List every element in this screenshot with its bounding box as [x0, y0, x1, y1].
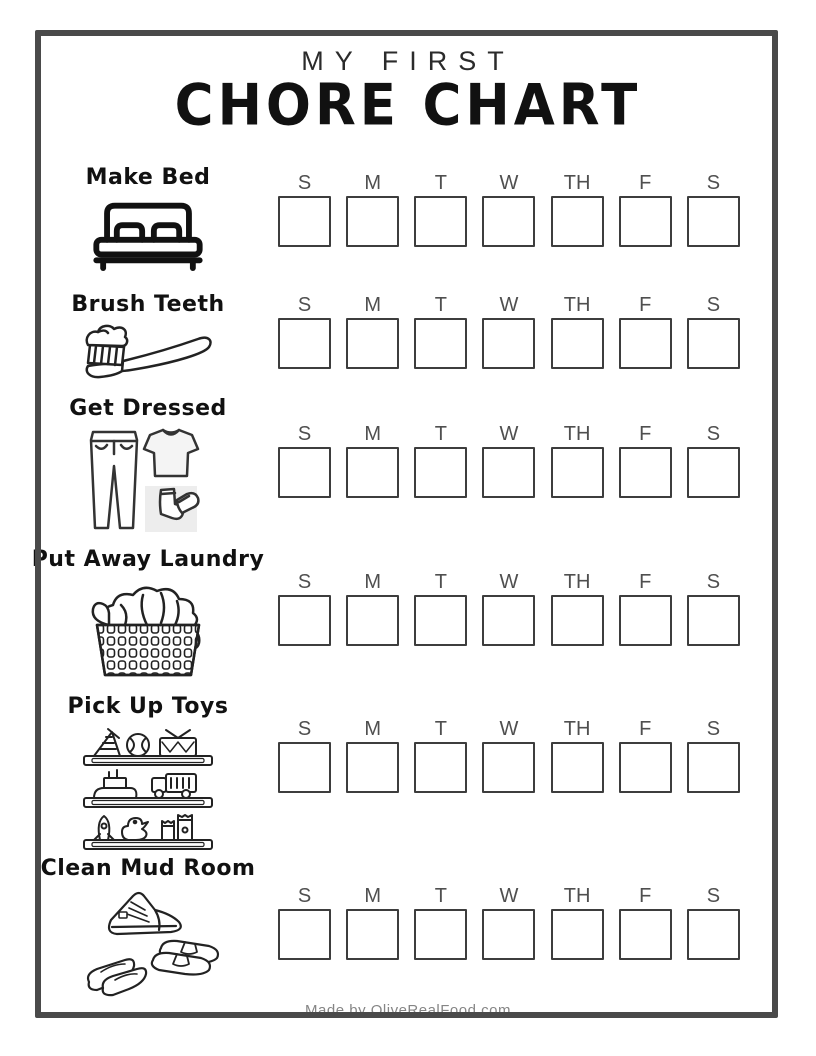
day-checkbox[interactable] [482, 447, 535, 498]
day-checkbox[interactable] [482, 196, 535, 247]
day-label: W [499, 885, 519, 907]
day-cell [687, 719, 740, 793]
day-label: T [434, 718, 447, 740]
day-checkbox[interactable] [414, 742, 467, 793]
day-label: S [706, 423, 721, 445]
bed-icon [28, 193, 268, 271]
day-cell [687, 572, 740, 646]
day-checkbox[interactable] [687, 742, 740, 793]
day-label: M [364, 718, 381, 740]
day-label: S [297, 718, 312, 740]
day-cell [551, 719, 604, 793]
day-label: M [364, 885, 381, 907]
day-cell [482, 572, 535, 646]
toy-shelves-icon [28, 722, 268, 852]
day-checkbox[interactable] [414, 595, 467, 646]
day-checkbox[interactable] [414, 196, 467, 247]
day-cell [687, 886, 740, 960]
day-label: S [297, 172, 312, 194]
day-checkbox[interactable] [551, 447, 604, 498]
footer-credit: Made by OliveRealFood.com [305, 1002, 511, 1019]
day-checkbox[interactable] [687, 196, 740, 247]
day-label: W [499, 294, 519, 316]
chore-label: Brush Teeth [71, 292, 225, 317]
day-label: S [706, 718, 721, 740]
day-checkbox[interactable] [482, 909, 535, 960]
day-label: F [639, 294, 652, 316]
day-cell [619, 886, 672, 960]
day-label: T [434, 294, 447, 316]
title-main: CHORE CHART [174, 72, 642, 139]
day-cell [551, 173, 604, 247]
chore-put-away-laundry [28, 547, 268, 679]
day-cell [687, 424, 740, 498]
day-checkbox[interactable] [482, 595, 535, 646]
day-label: T [434, 571, 447, 593]
day-checkbox[interactable] [619, 196, 672, 247]
day-label: TH [563, 172, 591, 194]
day-cell [687, 295, 740, 369]
day-cell [482, 173, 535, 247]
day-label: W [499, 718, 519, 740]
week-tracker [278, 719, 740, 793]
day-checkbox[interactable] [414, 318, 467, 369]
day-cell [482, 424, 535, 498]
day-cell [346, 295, 399, 369]
day-cell [482, 719, 535, 793]
day-label: M [364, 571, 381, 593]
day-label: F [639, 423, 652, 445]
day-checkbox[interactable] [346, 447, 399, 498]
day-cell [414, 572, 467, 646]
day-checkbox[interactable] [414, 909, 467, 960]
day-checkbox[interactable] [687, 447, 740, 498]
day-checkbox[interactable] [687, 595, 740, 646]
day-checkbox[interactable] [687, 318, 740, 369]
day-checkbox[interactable] [346, 742, 399, 793]
day-checkbox[interactable] [482, 742, 535, 793]
day-checkbox[interactable] [551, 909, 604, 960]
chore-pick-up-toys [28, 694, 268, 852]
day-checkbox[interactable] [346, 196, 399, 247]
day-cell [346, 424, 399, 498]
day-cell [278, 173, 331, 247]
day-label: M [364, 294, 381, 316]
day-label: M [364, 172, 381, 194]
day-cell [414, 295, 467, 369]
day-checkbox[interactable] [619, 742, 672, 793]
day-label: W [499, 571, 519, 593]
week-tracker [278, 173, 740, 247]
day-cell [278, 572, 331, 646]
day-cell [278, 886, 331, 960]
day-cell [551, 424, 604, 498]
day-checkbox[interactable] [551, 742, 604, 793]
chore-label: Get Dressed [69, 396, 227, 421]
day-checkbox[interactable] [414, 447, 467, 498]
day-checkbox[interactable] [482, 318, 535, 369]
day-checkbox[interactable] [551, 196, 604, 247]
day-label: T [434, 885, 447, 907]
toothbrush-icon [28, 320, 268, 382]
day-cell [551, 886, 604, 960]
day-label: F [639, 571, 652, 593]
day-label: W [499, 172, 519, 194]
clothes-icon [28, 424, 268, 534]
chore-label: Put Away Laundry [31, 547, 265, 572]
day-cell [551, 295, 604, 369]
day-cell [414, 173, 467, 247]
day-cell [551, 572, 604, 646]
day-cell [414, 424, 467, 498]
chore-make-bed [28, 165, 268, 271]
day-checkbox[interactable] [278, 318, 331, 369]
day-label: S [706, 172, 721, 194]
chore-get-dressed [28, 396, 268, 534]
day-checkbox[interactable] [619, 595, 672, 646]
day-label: F [639, 172, 652, 194]
day-checkbox[interactable] [619, 909, 672, 960]
day-cell [346, 173, 399, 247]
day-label: S [297, 423, 312, 445]
day-label: S [297, 571, 312, 593]
day-cell [482, 886, 535, 960]
day-label: TH [563, 885, 591, 907]
week-tracker [278, 295, 740, 369]
chore-label: Pick Up Toys [67, 694, 229, 719]
day-checkbox[interactable] [278, 595, 331, 646]
laundry-basket-icon [28, 575, 268, 679]
day-cell [619, 572, 672, 646]
day-cell [687, 173, 740, 247]
day-label: S [297, 885, 312, 907]
day-checkbox[interactable] [619, 447, 672, 498]
day-label: S [706, 571, 721, 593]
day-cell [414, 719, 467, 793]
day-cell [346, 719, 399, 793]
day-cell [278, 295, 331, 369]
title-subtitle: MY FIRST [301, 46, 515, 76]
day-label: T [434, 423, 447, 445]
day-label: F [639, 885, 652, 907]
week-tracker [278, 886, 740, 960]
day-label: F [639, 718, 652, 740]
day-checkbox[interactable] [278, 447, 331, 498]
chore-brush-teeth [28, 292, 268, 382]
week-tracker [278, 424, 740, 498]
day-checkbox[interactable] [551, 595, 604, 646]
day-checkbox[interactable] [687, 909, 740, 960]
day-label: S [706, 294, 721, 316]
day-cell [619, 424, 672, 498]
day-checkbox[interactable] [278, 909, 331, 960]
day-cell [482, 295, 535, 369]
day-cell [346, 886, 399, 960]
day-cell [414, 886, 467, 960]
page-title [0, 46, 816, 139]
day-checkbox[interactable] [551, 318, 604, 369]
day-label: TH [563, 423, 591, 445]
day-checkbox[interactable] [278, 196, 331, 247]
day-label: W [499, 423, 519, 445]
day-checkbox[interactable] [346, 909, 399, 960]
day-cell [278, 719, 331, 793]
chore-label: Make Bed [85, 165, 211, 190]
day-label: TH [563, 571, 591, 593]
day-cell [346, 572, 399, 646]
day-checkbox[interactable] [346, 318, 399, 369]
day-label: TH [563, 294, 591, 316]
day-cell [619, 719, 672, 793]
week-tracker [278, 572, 740, 646]
day-checkbox[interactable] [278, 742, 331, 793]
day-cell [278, 424, 331, 498]
chore-label: Clean Mud Room [40, 856, 256, 881]
day-checkbox[interactable] [619, 318, 672, 369]
day-cell [619, 173, 672, 247]
day-label: M [364, 423, 381, 445]
day-label: TH [563, 718, 591, 740]
day-label: S [297, 294, 312, 316]
day-label: S [706, 885, 721, 907]
shoes-icon [28, 884, 268, 1002]
chore-clean-mud-room [28, 856, 268, 1002]
day-label: T [434, 172, 447, 194]
day-cell [619, 295, 672, 369]
day-checkbox[interactable] [346, 595, 399, 646]
